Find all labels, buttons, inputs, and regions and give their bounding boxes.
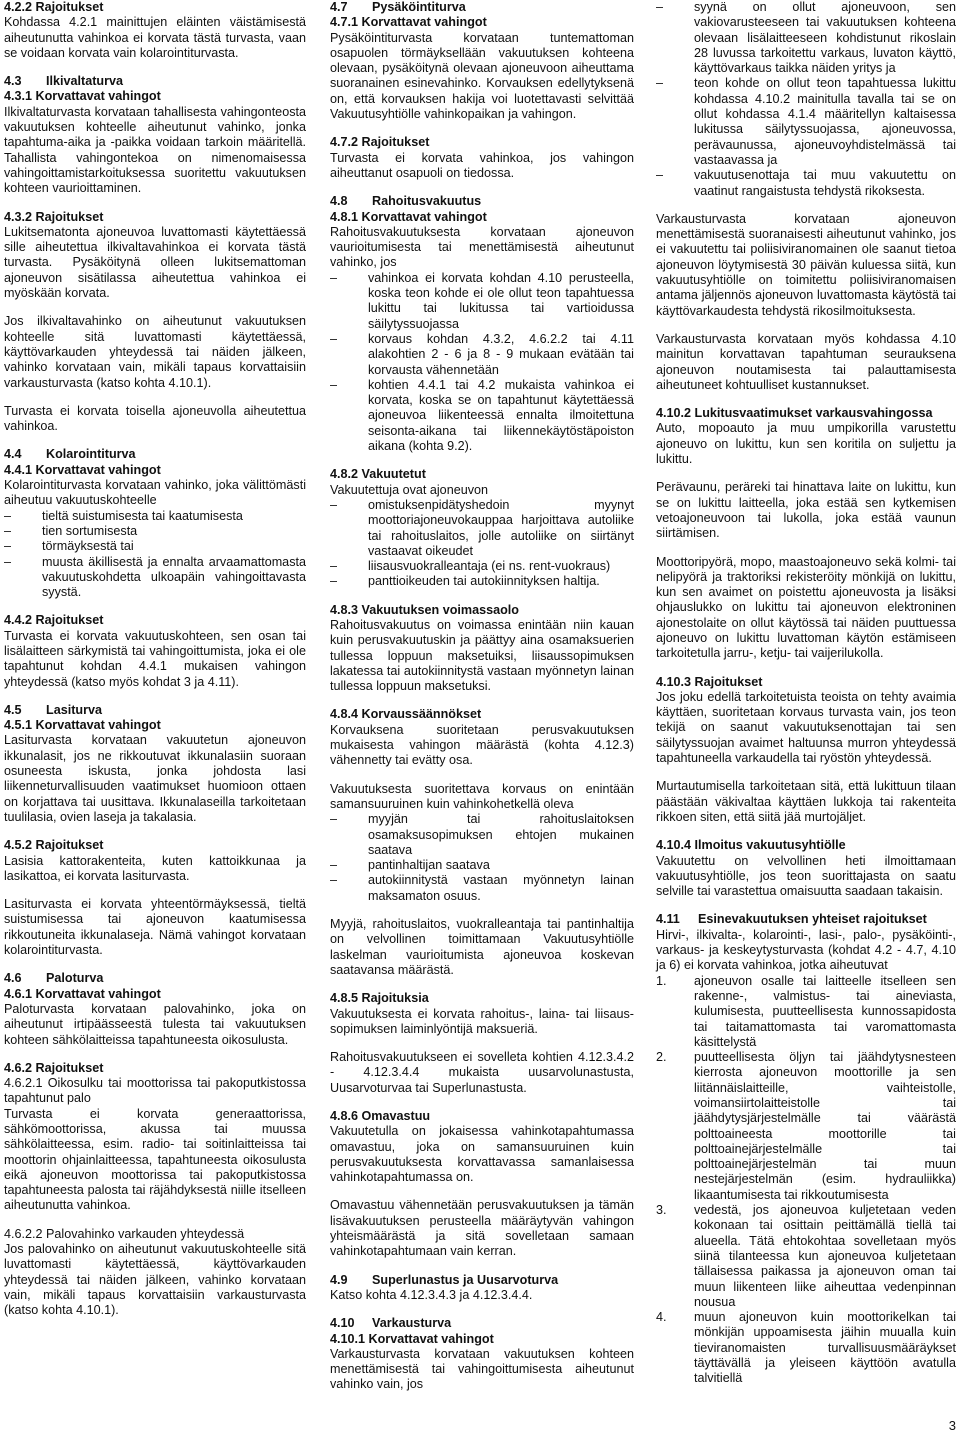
- paragraph: Vakuutuksesta ei korvata rahoitus-, laina- tai liisaus-sopimuksen laiminlyöntijä maksueriä.: [330, 1006, 634, 1036]
- paragraph: Murtautumisella tarkoitetaan sitä, että lukittuun tilaan päästään väkivaltaa käyttäen lukkoja tai rakenteita rikkoen siten, että siitä jää murtojäljet.: [656, 779, 956, 824]
- list-number: 1.: [656, 973, 667, 988]
- list-item: – pantinhaltijan saatava: [330, 858, 634, 873]
- heading-4-8: [330, 194, 634, 209]
- paragraph: Varkausturvasta korvataan ajoneuvon menettämisestä suoranaisesti aiheutunut vahinko, jos ei vakuutettu tai poliisiviranomainen ole saanut tietoa ajoneuvon löytymisestä 30 päivän kuluessa siitä, kun vakuutusyhtiölle on toimitettu poliisiviranomaisen antama jäljennös ajoneuvon luvattomasta käytöstä tai käyttövarkaudesta tehdystä rikosilmoituksesta.: [656, 211, 956, 318]
- heading-number: 4.7: [330, 0, 348, 14]
- list-item: [656, 974, 956, 1050]
- heading-4-8-3: 4.8.3 Vakuutuksen voimassaolo: [330, 602, 519, 617]
- paragraph: Lasiturvasta korvataan vakuutetun ajoneuvon ikkunalasit, jos ne rikkoutuvat ikkunalasiin suoraan osuneesta iskusta, jonka johdosta lasi liikenneturvallisuuden vaatimukset huomioon ottaen on korjattava tai uusittava. Ikkunalaseilla tarkoitetaan tuulilasia, ovien laseja ja takalasia.: [4, 733, 306, 824]
- paragraph: Lukitsematonta ajoneuvoa luvattomasti käytettäessä sille aiheutettua ilkivaltavahinkoa ei korvata tästä turvasta. Pysäköitynä olleen lukitsemattoman ajoneuvon sisätilassa aiheutettua vahinkoa ei myöskään korvata.: [4, 224, 306, 301]
- heading-4-3: [4, 74, 306, 89]
- column-1: [4, 0, 306, 1319]
- heading-number: 4.10: [330, 1316, 355, 1331]
- heading-4-4-2: 4.4.2 Rajoitukset: [4, 613, 104, 628]
- heading-4-3-2: 4.3.2 Rajoitukset: [4, 209, 104, 224]
- heading-number: 4.8: [330, 194, 348, 209]
- paragraph: Vakuutettuja ovat ajoneuvon: [330, 482, 489, 497]
- heading-number: 4.11: [656, 912, 680, 927]
- list-item: – autokiinnitystä vastaan myönnetyn lainan maksamaton osuus.: [330, 873, 634, 904]
- paragraph: Jos ilkivaltavahinko on aiheutunut vakuutuksen kohteelle sitä luvattomasti käytettäessä, käyttövarkauden yhteydessä tai näiden jälkeen, vahinko korvataan vain, mikäli tapaus korvattaisiin varkausturvasta (katso kohta 4.10.1).: [4, 314, 306, 390]
- paragraph: Paloturvasta korvataan palovahinko, joka on aiheutunut irtipäässeestä tulesta tai vakuutuksen kohteen sähkölaitteissa tapahtuneesta oikosulusta.: [4, 1001, 306, 1047]
- heading-number: 4.5: [4, 702, 22, 717]
- heading-4-4: [4, 447, 306, 462]
- paragraph: Lasiturvasta ei korvata yhteentörmäyksessä, tieltä suistumisessa tai ajoneuvon kaatumisessa rikkoutuneita ikkunalaseja. Nämä vahingot korvataan kolarointiturvasta.: [4, 897, 306, 958]
- heading-text: Superlunastus ja Uusarvoturva: [372, 1272, 559, 1287]
- heading-4-10: [330, 1316, 634, 1331]
- paragraph: Kolarointiturvasta korvataan vahinko, joka välittömästi aiheutuu vakuutuskohteelle: [4, 478, 306, 508]
- paragraph: Omavastuu vähennetään perusvakuutuksen ja tämän lisävakuutuksen perusteella määräytyvän vahingon yhteismäärästä ja sitä sovelletaan samaan vahinkotapahtumaan vain kerran.: [330, 1198, 634, 1259]
- heading-4-5-2: 4.5.2 Rajoitukset: [4, 838, 104, 853]
- heading-4-8-2: 4.8.2 Vakuutetut: [330, 467, 426, 482]
- column-3: [656, 0, 956, 1387]
- paragraph: Auto, mopoauto ja muu umpikorilla varustettu ajoneuvo on lukittu, kun sen koritila on suljettu ja lukittu.: [656, 421, 956, 467]
- paragraph: Kohdassa 4.2.1 mainittujen eläinten väistämisestä aiheutunutta vahinkoa ei korvata tästä turvasta, vaan se voidaan korvata vain kolarointiturvasta.: [4, 15, 306, 60]
- heading-text: Ilkivaltaturva: [46, 74, 124, 89]
- heading-text: Varkausturva: [372, 1316, 452, 1331]
- heading-4-9: [330, 1273, 634, 1288]
- dash-list: [4, 509, 306, 601]
- heading-text: Rahoitusvakuutus: [372, 194, 482, 209]
- dash-list: [330, 812, 634, 904]
- heading-text: Lasiturva: [46, 702, 102, 717]
- list-text: muun ajoneuvon kuin moottorikelkan tai mönkijän uppoamisesta jäihin muualla kuin tieviranomaisten turvallisuusmääräykset täyttävällä ja yleiseen käyttöön avatulla talvitiellä: [694, 1310, 956, 1386]
- list-number: 4.: [656, 1310, 667, 1325]
- list-item: – teon kohde on ollut teon tapahtuessa lukittu kohdassa 4.10.2 mainitulla tavalla tai se on ollut kohdassa 4.1.4 määritellyn kaltaisessa lukitussa säilytyssuojassa, ajoneuvossa, perävaunussa, ajoneuvoyhdistelmässä tai vastaavassa ja: [656, 76, 956, 168]
- heading-number: 4.6: [4, 971, 22, 986]
- list-item: – myyjän tai rahoituslaitoksen osamaksusopimuksen ehtojen mukainen saatava: [330, 812, 634, 858]
- paragraph: Varkausturvasta korvataan myös kohdassa 4.10 mainitun korvattavan tapahtuman seurauksena ajoneuvon noutamisesta tai palauttamisesta aiheutuneet kohtuulliset kustannukset.: [656, 331, 956, 392]
- list-item: – muusta äkillisestä ja ennalta arvaamattomasta vakuutuskohdetta ulkoapäin vahingoittavasta syystä.: [4, 555, 306, 601]
- heading-4-8-4: 4.8.4 Korvaussäännökset: [330, 707, 482, 722]
- heading-number: 4.4: [4, 447, 22, 462]
- paragraph: Lasisia kattorakenteita, kuten kattoikkunaa ja lasikattoa, ei korvata lasiturvasta.: [4, 853, 306, 883]
- heading-4-10-4: 4.10.4 Ilmoitus vakuutusyhtiölle: [656, 838, 846, 853]
- heading-4-10-2: 4.10.2 Lukitusvaatimukset varkausvahingossa: [656, 406, 933, 421]
- list-item: [656, 1050, 956, 1203]
- paragraph: 4.6.2.1 Oikosulku tai moottorissa tai pakoputkistossa tapahtunut palo Turvasta ei korvata generaattorissa, sähkömoottorissa, akussa tai muussa sähkölaitteessa, esim. radio- tai soitinlaitteissa tai moottorin ohjainlaitteessa, tapahtuneesta oikosulusta eikä ajoneuvon moottorissa tai pakoputkistossa tapahtuneesta palosta tai räjähdyksestä niille itselleen aiheutunutta vahinkoa.: [4, 1076, 306, 1213]
- heading-text: Pysäköintiturva: [372, 0, 466, 14]
- paragraph: Vakuutetulla on jokaisessa vahinkotapahtumassa omavastuu, joka on samansuuruinen kuin perusvakuutuksesta korvattavassa samanlaisessa vahinkotapahtumassa on.: [330, 1124, 634, 1185]
- heading-4-8-5: 4.8.5 Rajoituksia: [330, 991, 429, 1006]
- heading-text: Esinevakuutuksen yhteiset rajoitukset: [698, 912, 927, 927]
- page-number: 3: [948, 1418, 956, 1433]
- list-item: – korvaus kohdan 4.3.2, 4.6.2.2 tai 4.11 alakohtien 2 - 6 ja 8 - 9 mukaan evätään tai korvausta vähennetään: [330, 332, 634, 378]
- paragraph: Vakuutuksesta suoritettava korvaus on enintään samansuuruinen kuin vahinkohetkellä oleva: [330, 781, 634, 811]
- heading-4-4-1: 4.4.1 Korvattavat vahingot: [4, 462, 161, 477]
- list-item: – vakuutusenottaja tai muu vakuutettu on vaatinut rangaistusta tehdystä rikoksesta.: [656, 168, 956, 199]
- list-item: – liisausvuokralleantaja (ei ns. rent-vuokraus): [330, 559, 634, 574]
- list-item: – tien sortumisesta: [4, 524, 306, 539]
- heading-4-7: [330, 0, 634, 15]
- heading-4-6: [4, 971, 306, 986]
- dash-list: [656, 0, 956, 199]
- heading-number: 4.3: [4, 74, 22, 89]
- list-text: puutteellisesta öljyn tai jäähdytysnesteen kierrosta ajoneuvon moottorille ja sen liitännäislaitteille, vaihteistolle, voimansiirtolaitteistolle tai jäähdytysjärjestelmälle tai väärästä polttoaineesta moottorille tai polttoainejärjestelmälle tai polttoainejärjestelmän tai muun nestejärjestelmän (esim. hydrauliikka) likaantumisesta tai rikkoutumisesta: [694, 1050, 956, 1202]
- paragraph: Turvasta ei korvata vakuutuskohteen, sen osan tai lisälaitteen särkymistä tai vahingoittumista, joka ei ole tapahtunut kohdan 4.4.1 mukaisen vahingon yhteydessä (katso myös kohdat 3 ja 4.11).: [4, 628, 306, 689]
- list-item: – panttioikeuden tai autokiinnityksen haltija.: [330, 574, 634, 589]
- paragraph: Hirvi-, ilkivalta-, kolarointi-, lasi-, palo-, pysäköinti-, varkaus- ja keskeytysturvasta (kohdat 4.2 - 4.7, 4.10 ja 6) ei korvata vahinkoa, jotka aiheutuvat: [656, 927, 956, 973]
- list-number: 3.: [656, 1203, 667, 1218]
- list-item: – törmäyksestä tai: [4, 539, 306, 554]
- paragraph: 4.6.2.2 Palovahinko varkauden yhteydessä Jos palovahinko on aiheutunut vakuutuskohteelle sitä luvattomasti käytettäessä, käyttövarkauden yhteydessä tai näiden jälkeen, vahinko korvataan vain, mikäli tapaus korvattaisiin varkausturvasta (katso kohta 4.10.1).: [4, 1226, 306, 1318]
- paragraph: Ilkivaltaturvasta korvataan tahallisesta vahingonteosta vakuutuksen kohteelle aiheutunut vahinko, jonka tapahtuma-aika ja -paikka voidaan tarkoin määritellä. Tahallista vahingontekoa on nimenomaisessa vahingoittamistarkoituksessa suoritettu vakuutuksen kohteen vaurioittaminen.: [4, 104, 306, 196]
- list-item: – syynä on ollut ajoneuvoon, sen vakiovarusteeseen tai vakuutuksen kohteena olevaan lisälaitteeseen kohdistunut rikoslain 28 luvussa tarkoitettu varkaus, luvaton käyttö, käyttövarkaus taikka näiden yritys ja: [656, 0, 956, 76]
- list-item: – vahinkoa ei korvata kohdan 4.10 perusteella, koska teon kohde ei ole ollut teon tapahtuessa lukittu tai lukitussa tai vartioidussa säilytyssuojassa: [330, 271, 634, 332]
- paragraph: Myyjä, rahoituslaitos, vuokralleantaja tai pantinhaltija on velvollinen toimittamaan Vakuutusyhtiölle laskelman vaurioitumista ajoneuvoa koskevan saatavansa määrästä.: [330, 917, 634, 977]
- heading-4-10-3: 4.10.3 Rajoitukset: [656, 674, 763, 689]
- heading-4-10-1: 4.10.1 Korvattavat vahingot: [330, 1331, 494, 1346]
- paragraph: Rahoitusvakuutuksesta korvataan ajoneuvon vaurioitumisesta tai menettämisestä aiheutunut vahinko, jos: [330, 224, 634, 270]
- heading-4-8-6: 4.8.6 Omavastuu: [330, 1109, 431, 1123]
- heading-4-7-2: 4.7.2 Rajoitukset: [330, 135, 430, 150]
- list-item: [656, 1310, 956, 1386]
- heading-number: 4.9: [330, 1272, 348, 1287]
- heading-4-5: [4, 703, 306, 718]
- paragraph: Varkausturvasta korvataan vakuutuksen kohteen menettämisestä tai vahingoittumisesta aiheutunut vahinko vain, jos: [330, 1346, 634, 1392]
- list-item: – kohtien 4.4.1 tai 4.2 mukaista vahinkoa ei korvata, koska se on tapahtunut käytettäessä ajoneuvoa liikenteessä ennalta ilmoitettuna seisonta-aikana tai liikennekäytöstäpoiston aikana (kohta 9.2).: [330, 378, 634, 454]
- list-number: 2.: [656, 1050, 667, 1065]
- heading-4-3-1: 4.3.1 Korvattavat vahingot: [4, 89, 161, 104]
- heading-4-8-1: 4.8.1 Korvattavat vahingot: [330, 209, 487, 224]
- heading-4-7-1: 4.7.1 Korvattavat vahingot: [330, 15, 487, 30]
- paragraph: Katso kohta 4.12.3.4.3 ja 4.12.3.4.4.: [330, 1287, 533, 1302]
- paragraph: Moottoripyörä, mopo, maastoajoneuvo sekä kolmi- tai nelipyörä ja traktoriksi rekisteröity mönkijä on lukittu, kun sen avaimet on poistettu ajoneuvosta ja lisäksi ohjauslukko on lukittu tai ajoneuvon elektroninen ajonestolaite on ollut käytössä tai näiden puuttuessa ajoneuvo on lukittu luvattoman käytön estämiseen tarkoitetulla jarru-, ketju- tai vaijerilukolla.: [656, 554, 956, 661]
- heading-text: Kolarointiturva: [46, 447, 136, 462]
- paragraph: Pysäköintiturvasta korvataan tuntemattoman osapuolen törmäyksellään vakuutuksen kohteena olevaan, pysäköitynä olevaan ajoneuvoon aiheuttama suoranainen esinevahinko. Korvauksen edellytyksenä on, että korvauksen hakija voi luotettavasti selvittää Vakuutusyhtiölle vahinkopaikan ja vahingon.: [330, 30, 634, 122]
- dash-list: [330, 271, 634, 455]
- heading-4-11: [656, 912, 956, 927]
- list-text: ajoneuvon osalle tai laitteelle itselleen sen rakenne-, valmistus- tai aineviasta, kulumisesta, puutteellisesta kunnossapidosta tai taitamattomasta tai varomattomasta käsittelystä: [694, 973, 956, 1049]
- heading-4-6-1: 4.6.1 Korvattavat vahingot: [4, 986, 161, 1001]
- list-item: – omistuksenpidätyshedoin myynyt moottoriajoneuvokauppaa harjoittava autoliike tai rahoituslaitos, jolle autoliike on siirtänyt vastaavat oikeudet: [330, 498, 634, 559]
- heading-4-2-2: 4.2.2 Rajoitukset: [4, 0, 104, 14]
- paragraph: Perävaunu, peräreki tai hinattava laite on lukittu, kun se on lukittu laitteella, joka estää sen kytkemisen vetoajoneuvoon tai lukolla, joka estää vaunun siirtämisen.: [656, 480, 956, 541]
- dash-list: [330, 498, 634, 590]
- paragraph: Jos joku edellä tarkoitetuista teoista on tehty avaimia käyttäen, suoritetaan korvaus turvasta vain, jos teon tekijä on saanut vakuutuksenottajan tai sen säilytyssuojan avaimet haltuunsa murron yhteydessä tapahtuneella varkaudella tai ryöstön yhteydessä.: [656, 689, 956, 766]
- heading-text: Paloturva: [46, 971, 104, 986]
- paragraph: Rahoitusvakuutus on voimassa enintään niin kauan kuin perusvakuutuskin ja päättyy aina osamaksuerien tullessa loppuun maksetuiksi, liisaussopimuksen lakatessa tai autokiinnitystä vastaan myönnetyn lainan tullessa loppuun maksetuksi.: [330, 617, 634, 694]
- paragraph: Rahoitusvakuutukseen ei sovelleta kohtien 4.12.3.4.2 - 4.12.3.4.4 mukaista uusarvolunastusta, Uusarvoturvaa tai Superlunastusta.: [330, 1050, 634, 1095]
- heading-4-5-1: 4.5.1 Korvattavat vahingot: [4, 718, 161, 733]
- list-text: vedestä, jos ajoneuvoa kuljetetaan veden kokonaan tai osittain peittämällä tiellä tai alueella. Tätä ehtokohtaa sovelletaan myös siinä tilanteessa kun ajoneuvoa kuljetetaan tällaisessa paikassa ja ajoneuvon oman tai muun liikenteen liike aiheuttaa vedenpinnan nousua: [694, 1203, 956, 1309]
- heading-4-6-2: 4.6.2 Rajoitukset: [4, 1060, 104, 1075]
- paragraph: Turvasta ei korvata toisella ajoneuvolla aiheutettua vahinkoa.: [4, 403, 306, 434]
- list-item: [656, 1203, 956, 1310]
- paragraph: Korvauksena suoritetaan perusvakuutuksen mukaisesta vahingon määrästä (kohta 4.12.3) vähennetty tai evätty osa.: [330, 722, 634, 768]
- list-item: – tieltä suistumisesta tai kaatumisesta: [4, 509, 306, 524]
- paragraph: Vakuutettu on velvollinen heti ilmoittamaan vakuutusyhtiölle, jos teon suorittajasta on saatu selville tai varastettua omaisuutta saadaan takaisin.: [656, 853, 956, 899]
- numbered-list: [656, 974, 956, 1387]
- paragraph: Turvasta ei korvata vahinkoa, jos vahingon aiheuttanut osapuoli on tiedossa.: [330, 150, 634, 180]
- column-2: [330, 0, 634, 1393]
